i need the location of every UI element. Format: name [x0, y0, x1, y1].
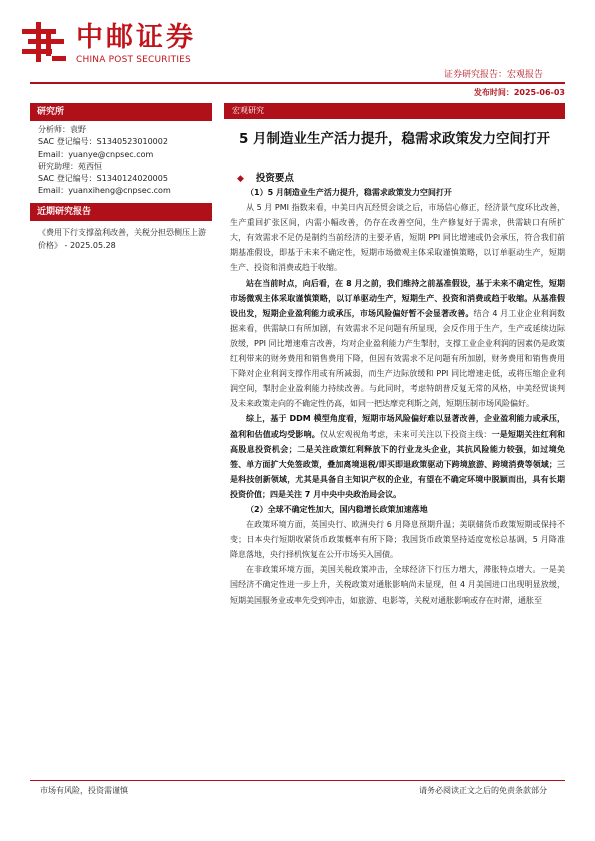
analyst-line: Email：yuanxiheng@cnpsec.com — [38, 186, 171, 196]
paragraph-5: 在非政策环境方面，美国关税政策冲击，全球经济下行压力增大，滞胀特点增大。一是美国经济不确定性进一步上升，关税政策对通胀影响尚未显现，但 4 月美国进口出现明显放缓，短期美国服务业或率先受到冲击，如旅游、电影等，关税对通胀影响或存在时滞，通胀至 — [230, 565, 565, 605]
section-tag: 宏观研究 — [224, 103, 565, 119]
analyst-line: 研究助理：苑西恒 — [38, 161, 102, 171]
report-title: 5 月制造业生产活力提升，稳需求政策发力空间打开 — [238, 131, 551, 147]
paragraph-3-bold-2: 一是短期关注红利和高股息投资机会；二是关注政策红利释放下的行业龙头企业，其抗风险能力较强，如过境免签、单方面扩大免签政策，叠加离境退税/即买即退政策驱动下跨境旅游、跨境消费等领域；三是科技创新领域，尤其是具备自主知识产权的企业，有望在不确定环境中脱颖而出，具有长期投资价值；四是关注 7 月中央中央政治局会议。 — [230, 429, 566, 499]
report-body — [230, 185, 565, 608]
analyst-line: SAC 登记编号：S1340523010002 — [38, 137, 168, 147]
paragraph-3-mid: 仅从宏观视角考虑，未来可关注以下投资主线： — [319, 429, 492, 439]
analyst-line: 分析师：袁野 — [38, 125, 86, 134]
report-type: 证券研究报告：宏观报告 — [443, 70, 543, 80]
paragraph-2 — [230, 276, 565, 412]
paragraph-1: 从 5 月 PMI 指数来看，中美日内瓦经贸会谈之后，市场信心修正，经济景气度环比改善，生产重回扩张区间，内需小幅改善，仍存在改善空间，生产修复好于需求，供需缺口有所扩大，有效需求不足仍是制约当前经济的主要矛盾，短期 PPI 同比增速或仍会承压，符合我们前期基准假设，即基于未来不确定性，短期市场微观主体采取谨慎策略，以订单驱动生产，短期生产、投资和消费或趋于收缩。 — [230, 203, 565, 273]
disclaimer-note: 请务必阅读正文之后的免责条款部分 — [419, 786, 547, 795]
china-post-logo-icon — [22, 20, 68, 64]
paragraph-4: 在政策环境方面，英国央行、欧洲央行 6 月降息预期升温；美联储货币政策短期或保持不变；日本央行短期收紧货币政策概率有所下降；我国货币政策坚持适度宽松总基调，5 月降准降息落地，央行择机恢复在公开市场买入国债。 — [230, 520, 565, 560]
paragraph-2-rest: 结合 4 月工业企业利润数据来看，供需缺口有所加剧，有效需求不足问题有所显现，会反作用于生产，生产或延续边际放缓，PPI 同比增速难言改善，均对企业盈利能力产生掣肘，支撑工业企业利润的因素仍是政策红利带来的财务费用和销售费用下降，但因有效需求不足问题有所加剧，财务费用和销售费用下降对企业利润支撑作用或有所减弱，而生产边际放缓和 PPI 同比增速走低，或将压缩企业利润空间，掣肘企业盈利能力持续改善。与此同时，考虑特朗普反复无常的风格，中美经贸谈判及未来政策走向的不确定性仍高，如同一把达摩克利斯之剑，短期压制市场风险偏好。 — [230, 308, 565, 409]
key-points-heading — [237, 170, 294, 184]
paragraph-3 — [230, 411, 565, 502]
key-points-label: 投资要点 — [255, 173, 294, 184]
footer-divider — [30, 780, 565, 781]
subheading-1: （1）5 月制造业生产活力提升，稳需求政策发力空间打开 — [246, 188, 452, 197]
analyst-info — [38, 124, 171, 198]
logo-chinese-name: 中邮证券 — [76, 22, 196, 53]
paragraph-3-bold: 综上，基于 DDM 模型角度看，短期市场风险偏好难以显著改善，企业盈利能力或承压，盈利和估值或均受影响。 — [230, 414, 565, 439]
logo-english-name: CHINA POST SECURITIES — [76, 55, 191, 65]
risk-warning: 市场有风险，投资需谨慎 — [40, 786, 128, 795]
header-divider — [30, 82, 565, 84]
recent-report-link[interactable]: 《费用下行支撑盈利改善，关税分担恐侧压上游价格》 - 2025.05.28 — [38, 228, 206, 250]
publish-time: 发布时间：2025-06-03 — [473, 88, 565, 97]
analyst-line: SAC 登记编号：S1340124020005 — [38, 174, 168, 184]
research-institute-bar: 研究所 — [30, 103, 212, 121]
subheading-2: （2）全球不确定性加大，国内稳增长政策加速落地 — [246, 504, 428, 514]
analyst-line: Email：yuanye@cnpsec.com — [38, 149, 154, 159]
paragraph-2-bold: 站在当前时点，向后看，在 8 月之前，我们维持之前基准假设，基于未来不确定性，短期市场微观主体采取谨慎策略，以订单驱动生产，短期生产、投资和消费或趋于收缩。从基准假设出发，短期企业盈利能力或承压，市场风险偏好暂不会显著改善。 — [230, 278, 565, 318]
recent-reports-bar: 近期研究报告 — [30, 203, 212, 221]
bullet-icon: ◆ — [237, 174, 244, 184]
